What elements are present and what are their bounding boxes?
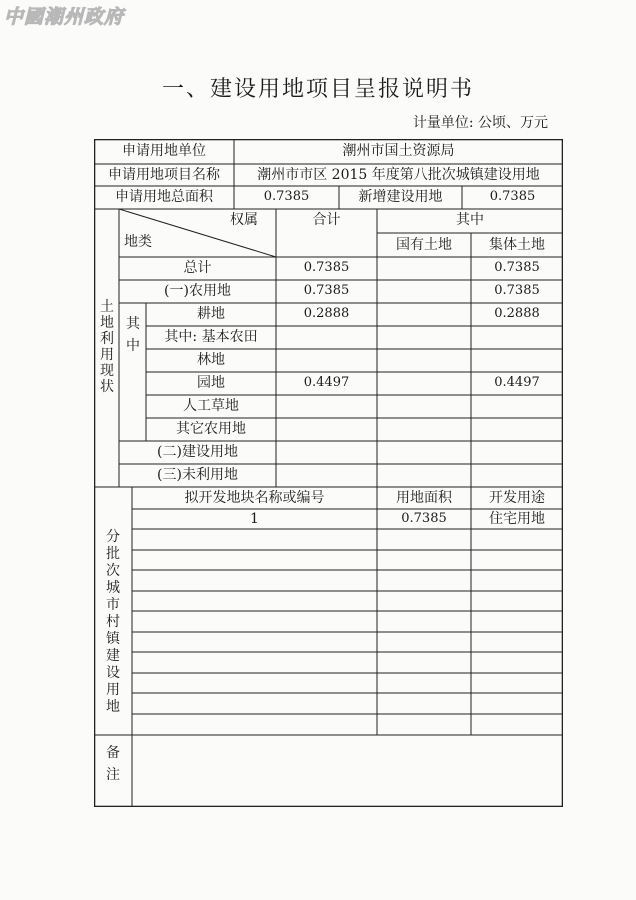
- unit-label: 计量单位: 公顷、万元: [412, 115, 548, 131]
- row-other-agri-label: 其它农用地: [176, 421, 246, 437]
- row-total-label: 总计: [183, 260, 212, 276]
- landtype-label: 地类: [124, 234, 152, 250]
- among-side-label: 其中: [126, 316, 140, 354]
- status-section-label: 土地利用现状: [100, 299, 114, 395]
- watermark-logo: 中國潮州政府: [4, 6, 125, 28]
- ownership-label: 权属: [230, 212, 258, 228]
- row-arable-collective: 0.2888: [494, 306, 540, 321]
- row-unused-label: (三)未利用地: [157, 467, 238, 483]
- application-form: [94, 139, 563, 807]
- row-arable-label: 耕地: [197, 306, 225, 322]
- batch-area-header: 用地面积: [396, 490, 452, 506]
- new-construction-label: 新增建设用地: [358, 189, 443, 205]
- applicant-value: 潮州市国土资源局: [342, 143, 455, 159]
- document-title: 一、建设用地项目呈报说明书: [161, 77, 474, 102]
- row-basic-farmland-label: 其中: 基本农田: [164, 329, 258, 345]
- row-total-sum: 0.7385: [303, 260, 350, 275]
- row-garden-collective: 0.4497: [494, 375, 540, 390]
- batch-section-label: 分批次城市村镇建设用地: [106, 529, 120, 715]
- applicant-label: 申请用地单位: [122, 143, 206, 159]
- row-total-collective: 0.7385: [494, 260, 540, 275]
- collective-land-header: 集体土地: [489, 237, 545, 253]
- row-agri-label: (一)农用地: [164, 283, 231, 299]
- row-construction-label: (二)建设用地: [157, 444, 238, 460]
- batch-row-name: 1: [250, 511, 259, 527]
- batch-use-header: 开发用途: [489, 490, 545, 506]
- total-column-header: 合计: [312, 212, 341, 228]
- row-grass-label: 人工草地: [183, 398, 239, 414]
- project-label: 申请用地项目名称: [108, 167, 220, 183]
- row-garden-label: 园地: [197, 375, 225, 391]
- total-area-label: 申请用地总面积: [115, 189, 213, 205]
- row-forest-label: 林地: [197, 352, 225, 368]
- row-agri-sum: 0.7385: [303, 283, 350, 298]
- new-construction-value: 0.7385: [489, 189, 536, 204]
- project-value: 潮州市市区 2015 年度第八批次城镇建设用地: [257, 167, 540, 183]
- row-arable-sum: 0.2888: [303, 306, 350, 321]
- row-agri-collective: 0.7385: [494, 283, 540, 298]
- row-garden-sum: 0.4497: [303, 375, 350, 390]
- among-column-header: 其中: [456, 212, 484, 228]
- batch-row-area: 0.7385: [401, 511, 447, 526]
- batch-name-header: 拟开发地块名称或编号: [184, 490, 325, 506]
- remarks-label: 备注: [106, 745, 120, 783]
- total-area-value: 0.7385: [263, 189, 310, 204]
- state-land-header: 国有土地: [396, 237, 452, 253]
- batch-row-use: 住宅用地: [489, 511, 545, 527]
